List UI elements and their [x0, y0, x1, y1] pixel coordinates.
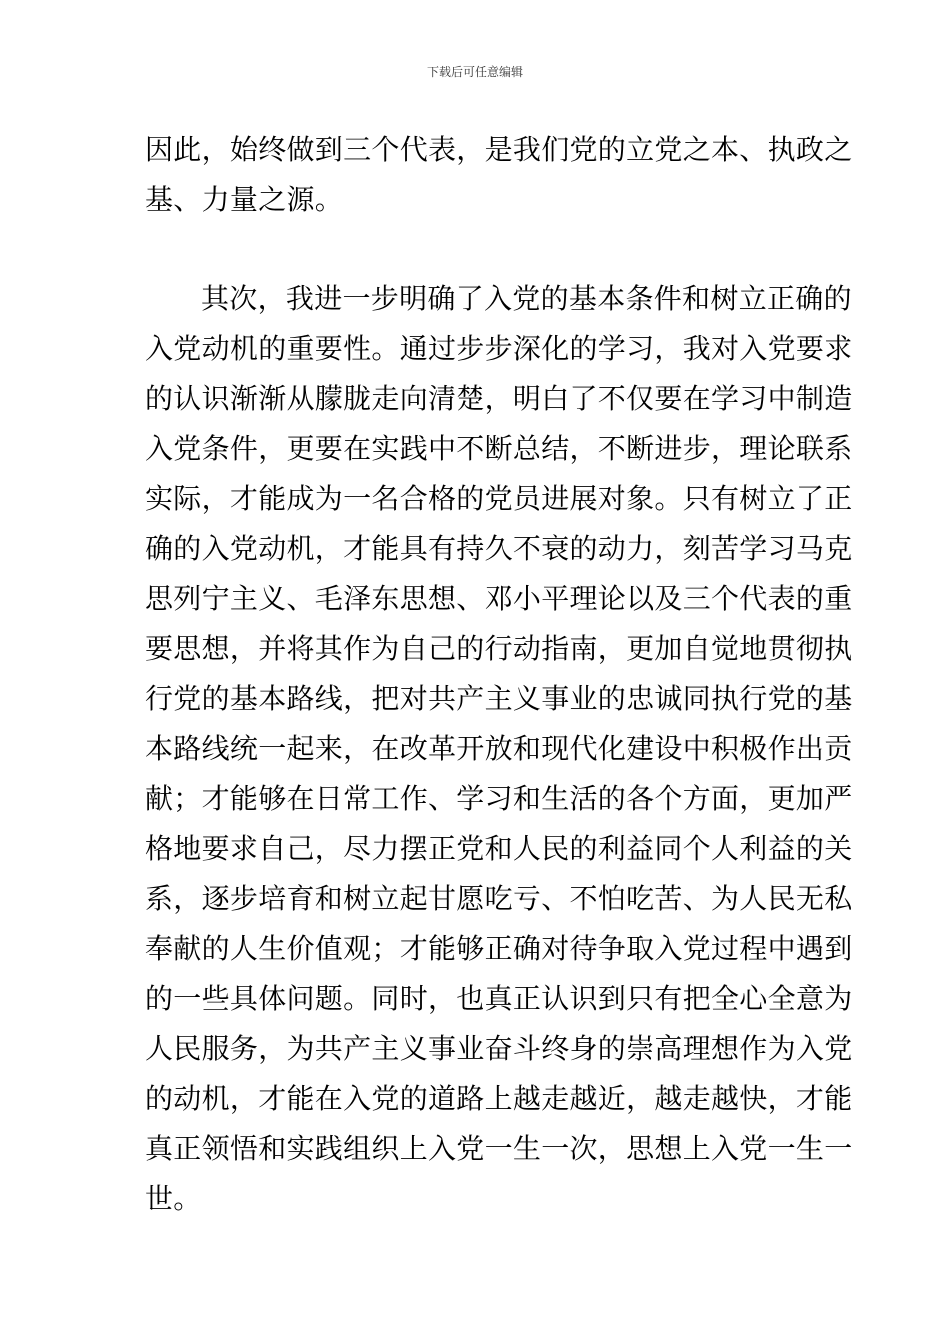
paragraph-2 [145, 274, 853, 1224]
text-line: 真正领悟和实践组织上入党一生一次，思想上入党一生一 [145, 1132, 853, 1165]
text-line: 要思想，并将其作为自己的行动指南，更加自觉地贯彻执 [145, 632, 853, 665]
text-line: 行党的基本路线，把对共产主义事业的忠诚同执行党的基 [145, 682, 853, 715]
text-line: 思列宁主义、毛泽东思想、邓小平理论以及三个代表的重 [145, 582, 853, 615]
text-line: 实际，才能成为一名合格的党员进展对象。只有树立了正 [145, 482, 853, 515]
text-line: 确的入党动机，才能具有持久不衰的动力，刻苦学习马克 [145, 532, 853, 565]
text-line: 其次，我进一步明确了入党的基本条件和树立正确的 [201, 282, 852, 315]
text-line: 的动机，才能在入党的道路上越走越近，越走越快，才能 [145, 1082, 853, 1115]
text-line: 本路线统一起来，在改革开放和现代化建设中积极作出贡 [145, 732, 853, 765]
text-line: 的一些具体问题。同时，也真正认识到只有把全心全意为 [145, 982, 853, 1015]
text-line: 献；才能够在日常工作、学习和生活的各个方面，更加严 [145, 782, 853, 815]
text-line: 奉献的人生价值观；才能够正确对待争取入党过程中遇到 [145, 932, 853, 965]
text-line: 人民服务，为共产主义事业奋斗终身的崇高理想作为入党 [145, 1032, 853, 1065]
text-line: 系，逐步培育和树立起甘愿吃亏、不怕吃苦、为人民无私 [145, 882, 853, 915]
paragraph-1 [145, 125, 853, 225]
text-line: 因此，始终做到三个代表，是我们党的立党之本、执政之 [145, 133, 853, 166]
text-line: 世。 [145, 1182, 202, 1215]
text-line: 入党动机的重要性。通过步步深化的学习，我对入党要求 [145, 332, 853, 365]
text-line: 的认识渐渐从朦胧走向清楚，明白了不仅要在学习中制造 [145, 382, 853, 415]
text-line: 格地要求自己，尽力摆正党和人民的利益同个人利益的关 [145, 832, 853, 865]
text-line: 基、力量之源。 [145, 183, 344, 216]
page-header: 下载后可任意编辑 [426, 65, 523, 79]
text-line: 入党条件，更要在实践中不断总结，不断进步，理论联系 [145, 432, 853, 465]
